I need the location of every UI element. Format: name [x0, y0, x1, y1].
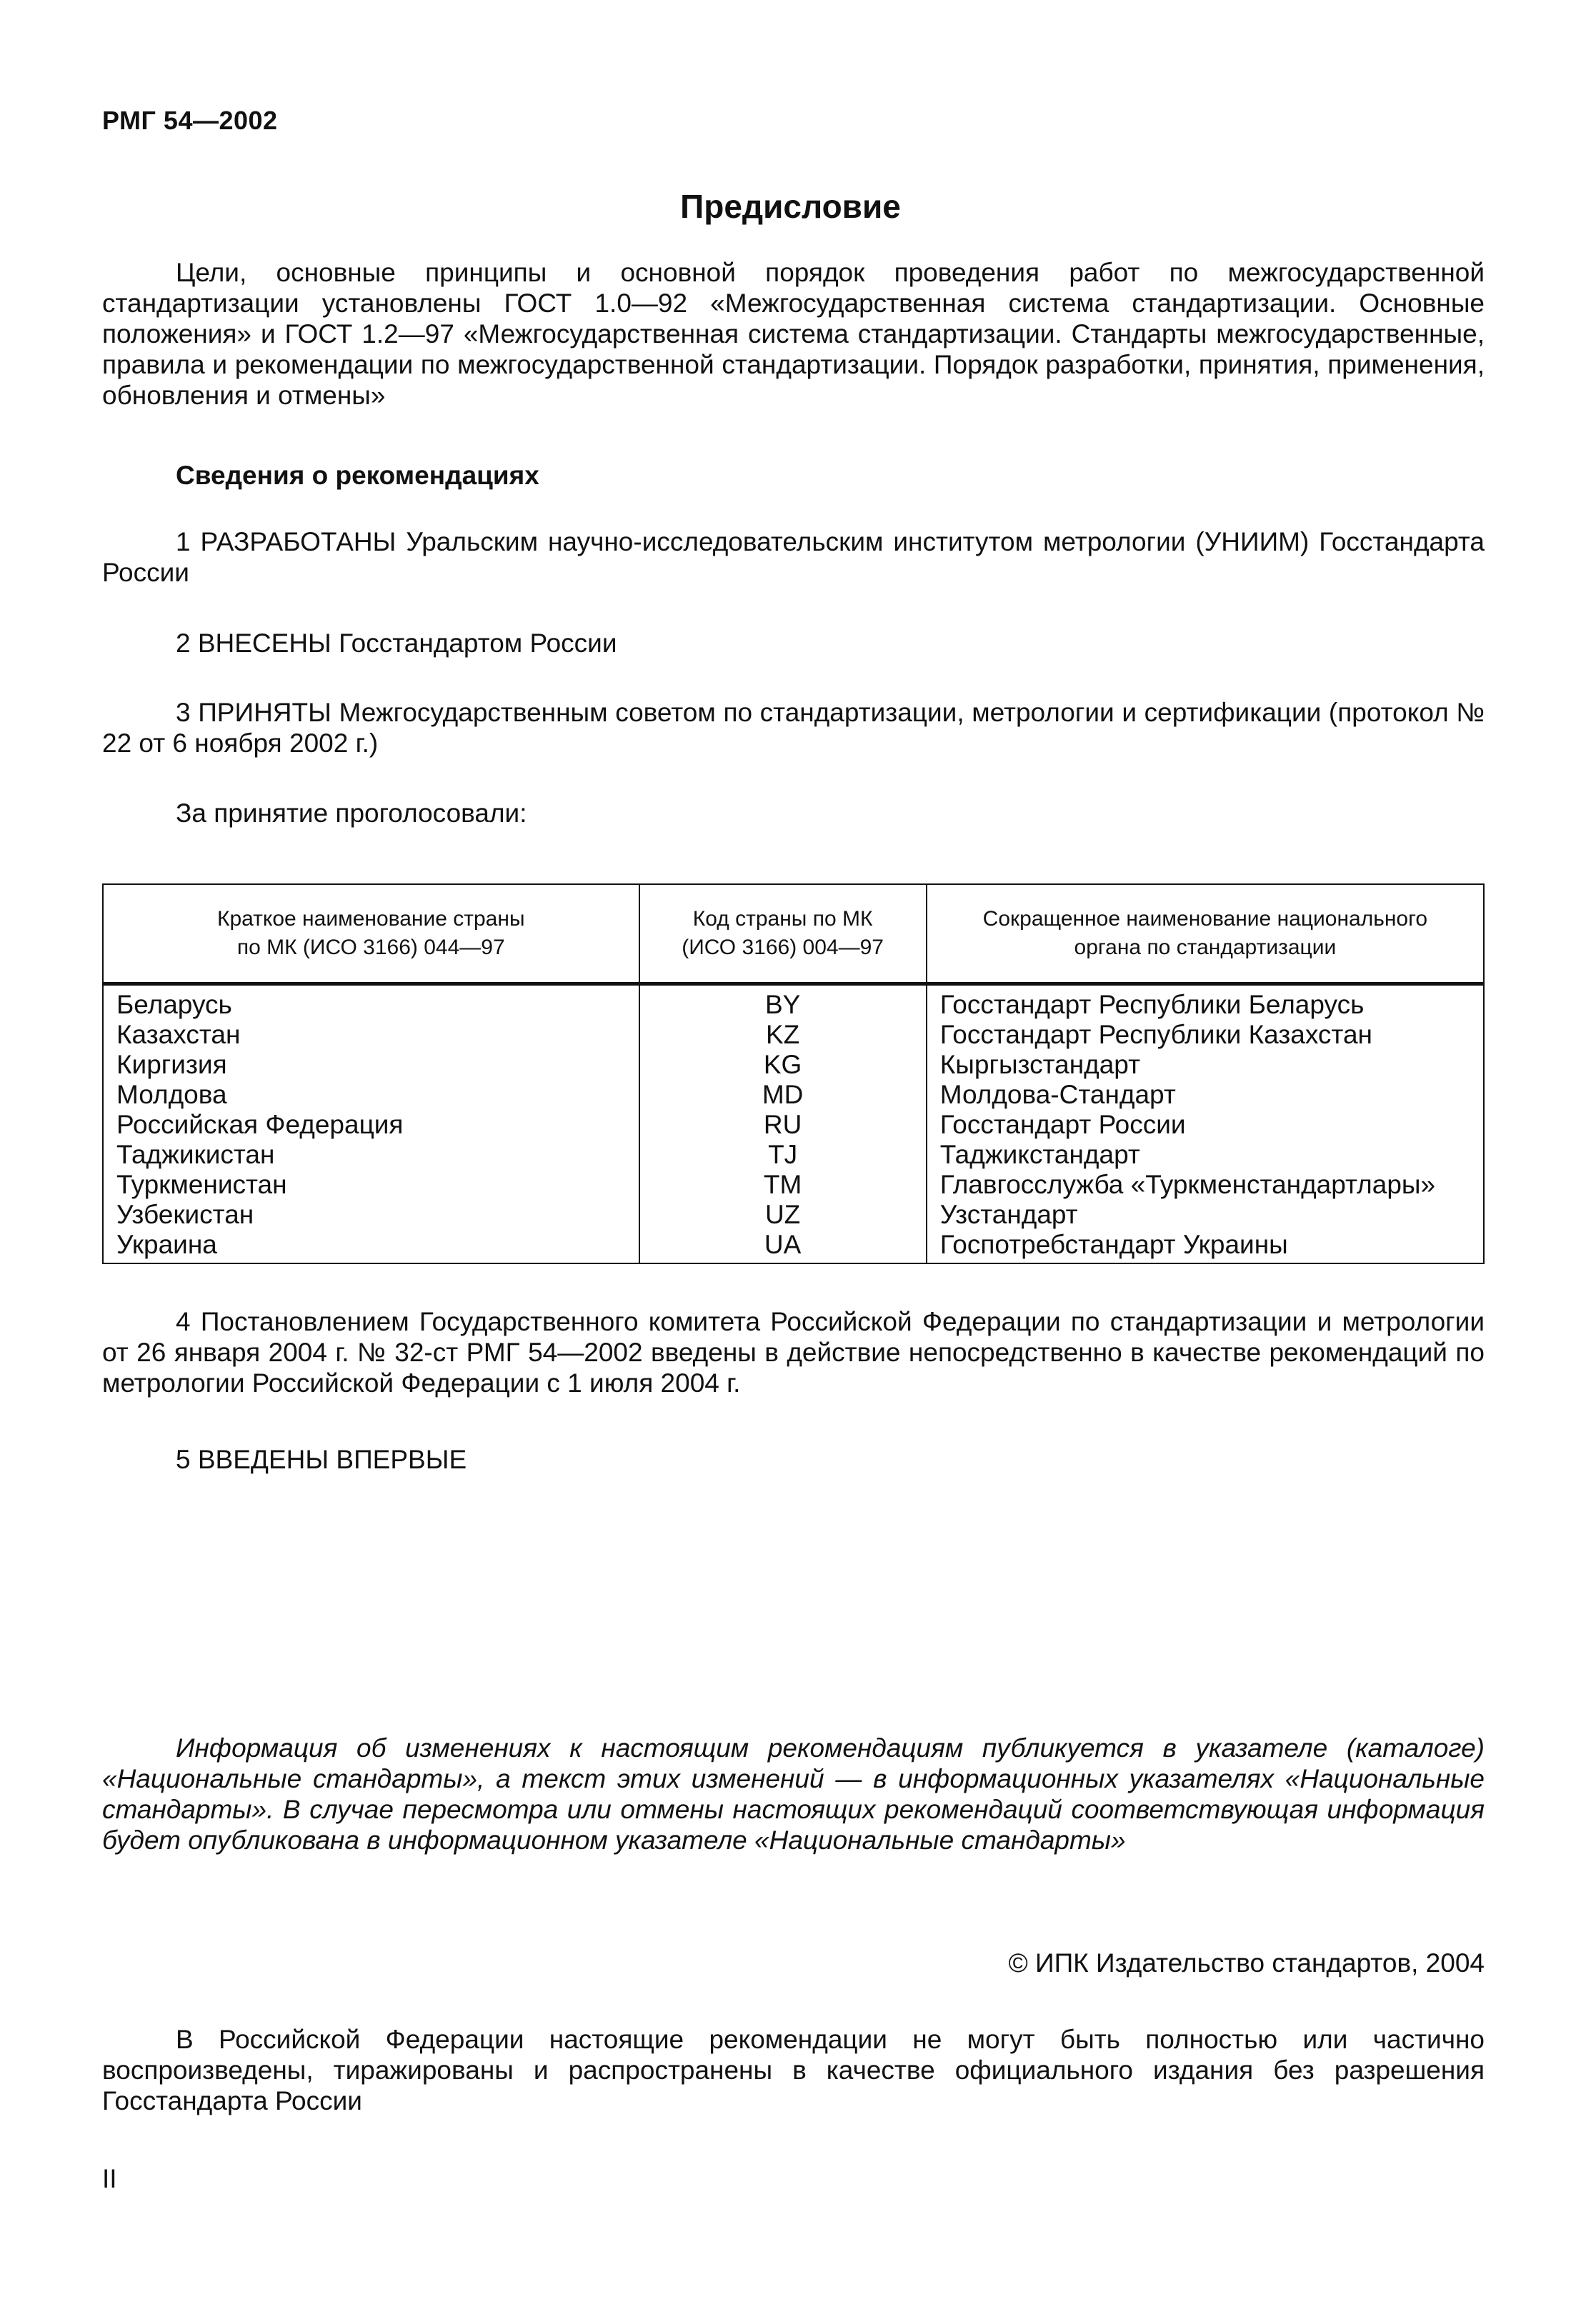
table-row	[103, 1170, 1484, 1200]
cell-country: Таджикистан	[103, 1140, 639, 1170]
column-header-body: Сокращенное наименование национального органа по стандартизации	[927, 884, 1484, 984]
cell-country: Беларусь	[103, 984, 639, 1021]
section-subheading: Сведения о рекомендациях	[176, 461, 539, 490]
cell-code: KZ	[639, 1020, 927, 1050]
voted-label: За принятие проголосовали:	[176, 798, 527, 828]
cell-body: Таджикстандарт	[927, 1140, 1484, 1170]
cell-country: Туркменистан	[103, 1170, 639, 1200]
table-row	[103, 1020, 1484, 1050]
cell-code: TJ	[639, 1140, 927, 1170]
cell-country: Казахстан	[103, 1020, 639, 1050]
cell-body: Госстандарт Республики Казахстан	[927, 1020, 1484, 1050]
voting-table	[102, 883, 1485, 1264]
cell-country: Российская Федерация	[103, 1110, 639, 1140]
cell-country: Узбекистан	[103, 1200, 639, 1230]
table-row	[103, 1200, 1484, 1230]
cell-body: Главгосслужба «Туркменстандартлары»	[927, 1170, 1484, 1200]
cell-code: MD	[639, 1080, 927, 1110]
cell-code: RU	[639, 1110, 927, 1140]
table-row	[103, 1080, 1484, 1110]
page-number: II	[102, 2164, 117, 2193]
table-row	[103, 1050, 1484, 1080]
cell-body: Госстандарт Республики Беларусь	[927, 984, 1484, 1021]
table-row	[103, 1230, 1484, 1263]
cell-body: Кыргызстандарт	[927, 1050, 1484, 1080]
cell-country: Украина	[103, 1230, 639, 1263]
column-header-country: Краткое наименование страны по МК (ИСО 3166) 044—97	[103, 884, 639, 984]
cell-country: Молдова	[103, 1080, 639, 1110]
cell-body: Госпотребстандарт Украины	[927, 1230, 1484, 1263]
cell-body: Молдова-Стандарт	[927, 1080, 1484, 1110]
intro-paragraph: Цели, основные принципы и основной порядок проведения работ по межгосударственной стандартизации установлены ГОСТ 1.0—92 «Межгосударственная система стандартизации. Основные положения» и ГОСТ 1.2—97 «Межгосударственная система стандартизации. Стандарты межгосударственные, правила и рекомендации по межгосударственной стандартизации. Порядок разработки, принятия, применения, обновления и отмены»	[102, 258, 1485, 410]
cell-body: Госстандарт России	[927, 1110, 1484, 1140]
table-header-row	[103, 884, 1484, 984]
changes-info-note: Информация об изменениях к настоящим рекомендациям публикуется в указателе (каталоге) «Национальные стандарты», а текст этих изменений — в информационных указателях «Национальные стандарты». В случае пересмотра или отмены настоящих рекомендаций соответствующая информация будет опубликована в информационном указателе «Национальные стандарты»	[102, 1733, 1485, 1855]
item-enacted: 4 Постановлением Государственного комитета Российской Федерации по стандартизации и метрологии от 26 января 2004 г. № 32-ст РМГ 54—2002 введены в действие непосредственно в качестве рекомендаций по метрологии Российской Федерации с 1 июля 2004 г.	[102, 1307, 1485, 1398]
cell-body: Узстандарт	[927, 1200, 1484, 1230]
page-title: Предисловие	[680, 188, 901, 225]
table-row	[103, 1110, 1484, 1140]
item-adopted: 3 ПРИНЯТЫ Межгосударственным советом по стандартизации, метрологии и сертификации (протокол № 22 от 6 ноября 2002 г.)	[102, 698, 1485, 758]
reproduction-rights-notice: В Российской Федерации настоящие рекомендации не могут быть полностью или частично воспроизведены, тиражированы и распространены в качестве официального издания без разрешения Госстандарта России	[102, 2025, 1485, 2115]
table-row	[103, 1140, 1484, 1170]
table-row	[103, 984, 1484, 1021]
item-first-introduced: 5 ВВЕДЕНЫ ВПЕРВЫЕ	[176, 1445, 467, 1474]
cell-code: KG	[639, 1050, 927, 1080]
cell-code: BY	[639, 984, 927, 1021]
item-introduced: 2 ВНЕСЕНЫ Госстандартом России	[176, 628, 617, 658]
column-header-code: Код страны по МК (ИСО 3166) 004—97	[639, 884, 927, 984]
cell-country: Киргизия	[103, 1050, 639, 1080]
cell-code: TM	[639, 1170, 927, 1200]
copyright-notice: © ИПК Издательство стандартов, 2004	[1008, 1948, 1485, 1978]
item-developed: 1 РАЗРАБОТАНЫ Уральским научно-исследовательским институтом метрологии (УНИИМ) Госстандарта России	[102, 527, 1485, 587]
document-code: РМГ 54—2002	[102, 106, 278, 135]
cell-code: UZ	[639, 1200, 927, 1230]
cell-code: UA	[639, 1230, 927, 1263]
